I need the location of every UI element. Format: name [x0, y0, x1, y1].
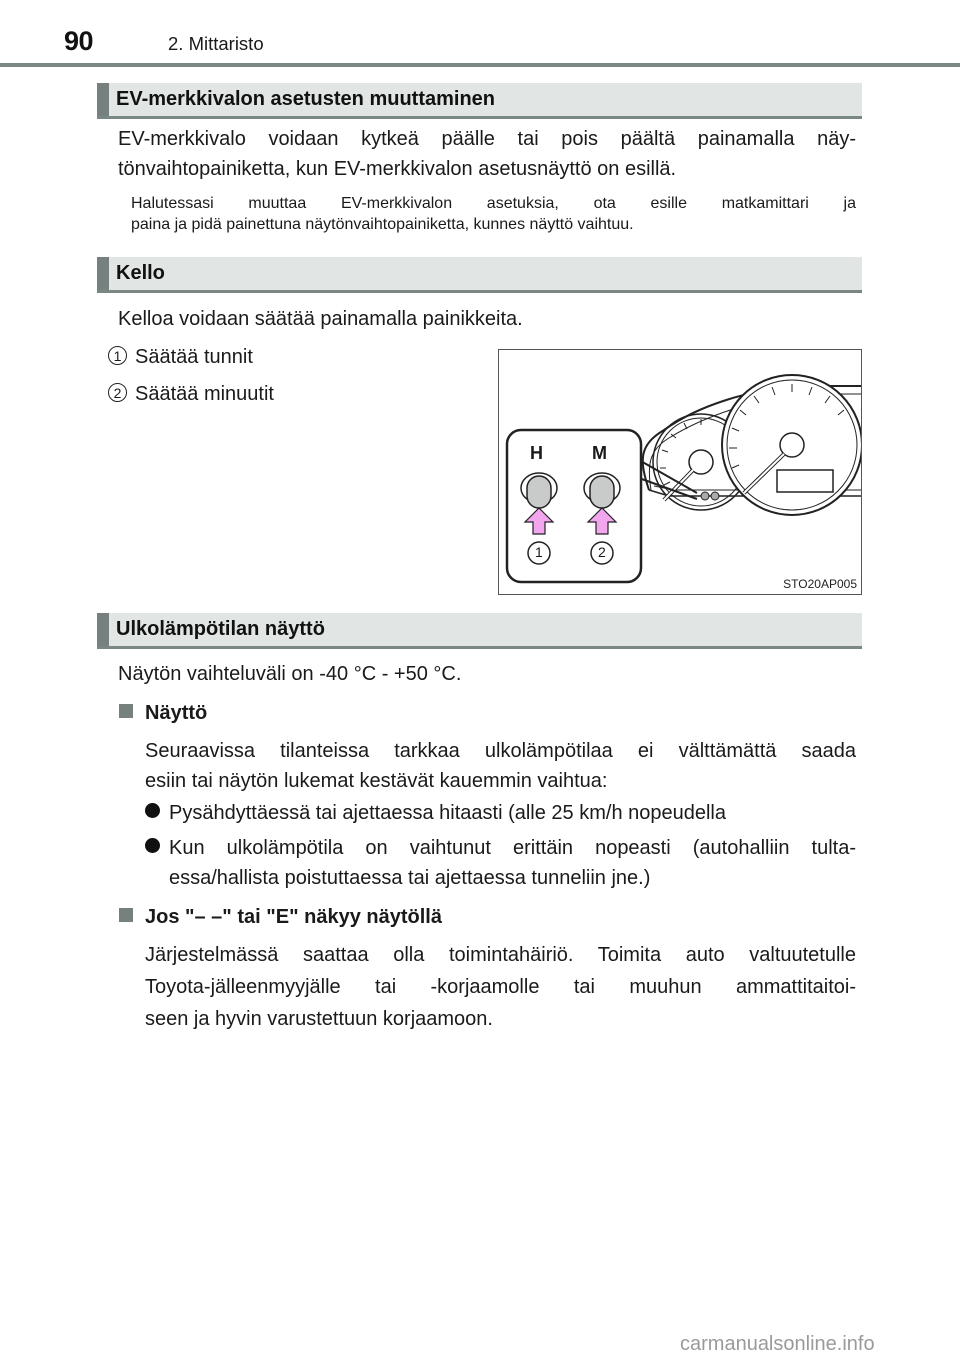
- instrument-cluster-illustration: [499, 350, 861, 594]
- button-h-label: H: [530, 443, 543, 463]
- section-heading-kello: [97, 257, 862, 293]
- callout-number-2: 2: [598, 544, 606, 560]
- text-line: seen ja hyvin varustettuun korjaamoon.: [145, 1008, 493, 1030]
- list-item: [108, 342, 253, 372]
- number-circle-icon: 1: [108, 346, 127, 365]
- bullet-icon: [145, 803, 160, 818]
- text-line: Seuraavissa tilanteissa tarkkaa ulkolämpötilaa ei välttämättä saada: [145, 740, 856, 762]
- note-line: paina ja pidä painettuna näytönvaihtopainiketta, kunnes näyttö vaihtuu.: [131, 216, 634, 233]
- section-title: Ulkolämpötilan näyttö: [116, 618, 325, 640]
- section-title: EV-merkkivalon asetusten muuttaminen: [116, 88, 496, 110]
- bullet-text: Kun ulkolämpötila on vaihtunut erittäin nopeasti (autohalliin tulta-: [169, 837, 856, 859]
- page-number: 90: [64, 26, 94, 56]
- section-title: Kello: [116, 262, 165, 284]
- section-heading-ulkolampotila: [97, 613, 862, 649]
- watermark: carmanualsonline.info: [680, 1333, 875, 1355]
- button-m-label: M: [592, 443, 607, 463]
- paragraph-line: tönvaihtopainiketta, kun EV-merkkivalon asetusnäyttö on esillä.: [118, 158, 677, 180]
- item-label: Säätää minuutit: [135, 383, 274, 405]
- subsection-title: Näyttö: [145, 702, 208, 724]
- kello-paragraph: Kelloa voidaan säätää painamalla painikkeita.: [118, 308, 523, 330]
- section-heading-ev: [97, 83, 862, 119]
- bullet-icon: [145, 838, 160, 853]
- ev-note: [131, 193, 856, 235]
- note-line: Halutessasi muuttaa EV-merkkivalon asetuksia, ota esille matkamittari ja: [131, 195, 856, 212]
- bullet-text: Pysähdyttäessä tai ajettaessa hitaasti (alle 25 km/h nopeudella: [169, 802, 727, 824]
- range-paragraph: Näytön vaihteluväli on -40 °C - +50 °C.: [118, 663, 462, 685]
- paragraph-line: EV-merkkivalo voidaan kytkeä päälle tai pois päältä painamalla näy-: [118, 128, 856, 150]
- list-item: [108, 379, 274, 409]
- bullet-text: essa/hallista poistuttaessa tai ajettaessa tunneliin jne.): [169, 867, 651, 889]
- error-text: [145, 940, 856, 1034]
- bullet-item: [145, 833, 856, 893]
- heading-bar: [97, 83, 109, 116]
- number-circle-icon: 2: [108, 383, 127, 402]
- ev-paragraph: [118, 124, 856, 184]
- text-line: Järjestelmässä saattaa olla toimintahäiriö. Toimita auto valtuutetulle: [145, 944, 856, 966]
- subsection-heading: [119, 698, 207, 728]
- subsection-title: Jos "– –" tai "E" näkyy näytöllä: [145, 906, 442, 928]
- square-bullet-icon: [119, 908, 133, 922]
- callout-number-1: 1: [535, 544, 543, 560]
- text-line: Toyota-jälleenmyyjälle tai -korjaamolle tai muuhun ammattitaitoi-: [145, 976, 856, 998]
- bullet-item: [145, 798, 726, 828]
- display-text: [145, 736, 856, 796]
- figure-code: STO20AP005: [783, 577, 857, 591]
- square-bullet-icon: [119, 704, 133, 718]
- item-label: Säätää tunnit: [135, 346, 253, 368]
- clock-buttons-figure: [498, 349, 862, 595]
- subsection-heading: [119, 902, 442, 932]
- heading-bar: [97, 613, 109, 646]
- chapter-title: 2. Mittaristo: [168, 33, 264, 54]
- text-line: esiin tai näytön lukemat kestävät kauemmin vaihtua:: [145, 770, 608, 792]
- header-rule: [0, 63, 960, 67]
- heading-bar: [97, 257, 109, 290]
